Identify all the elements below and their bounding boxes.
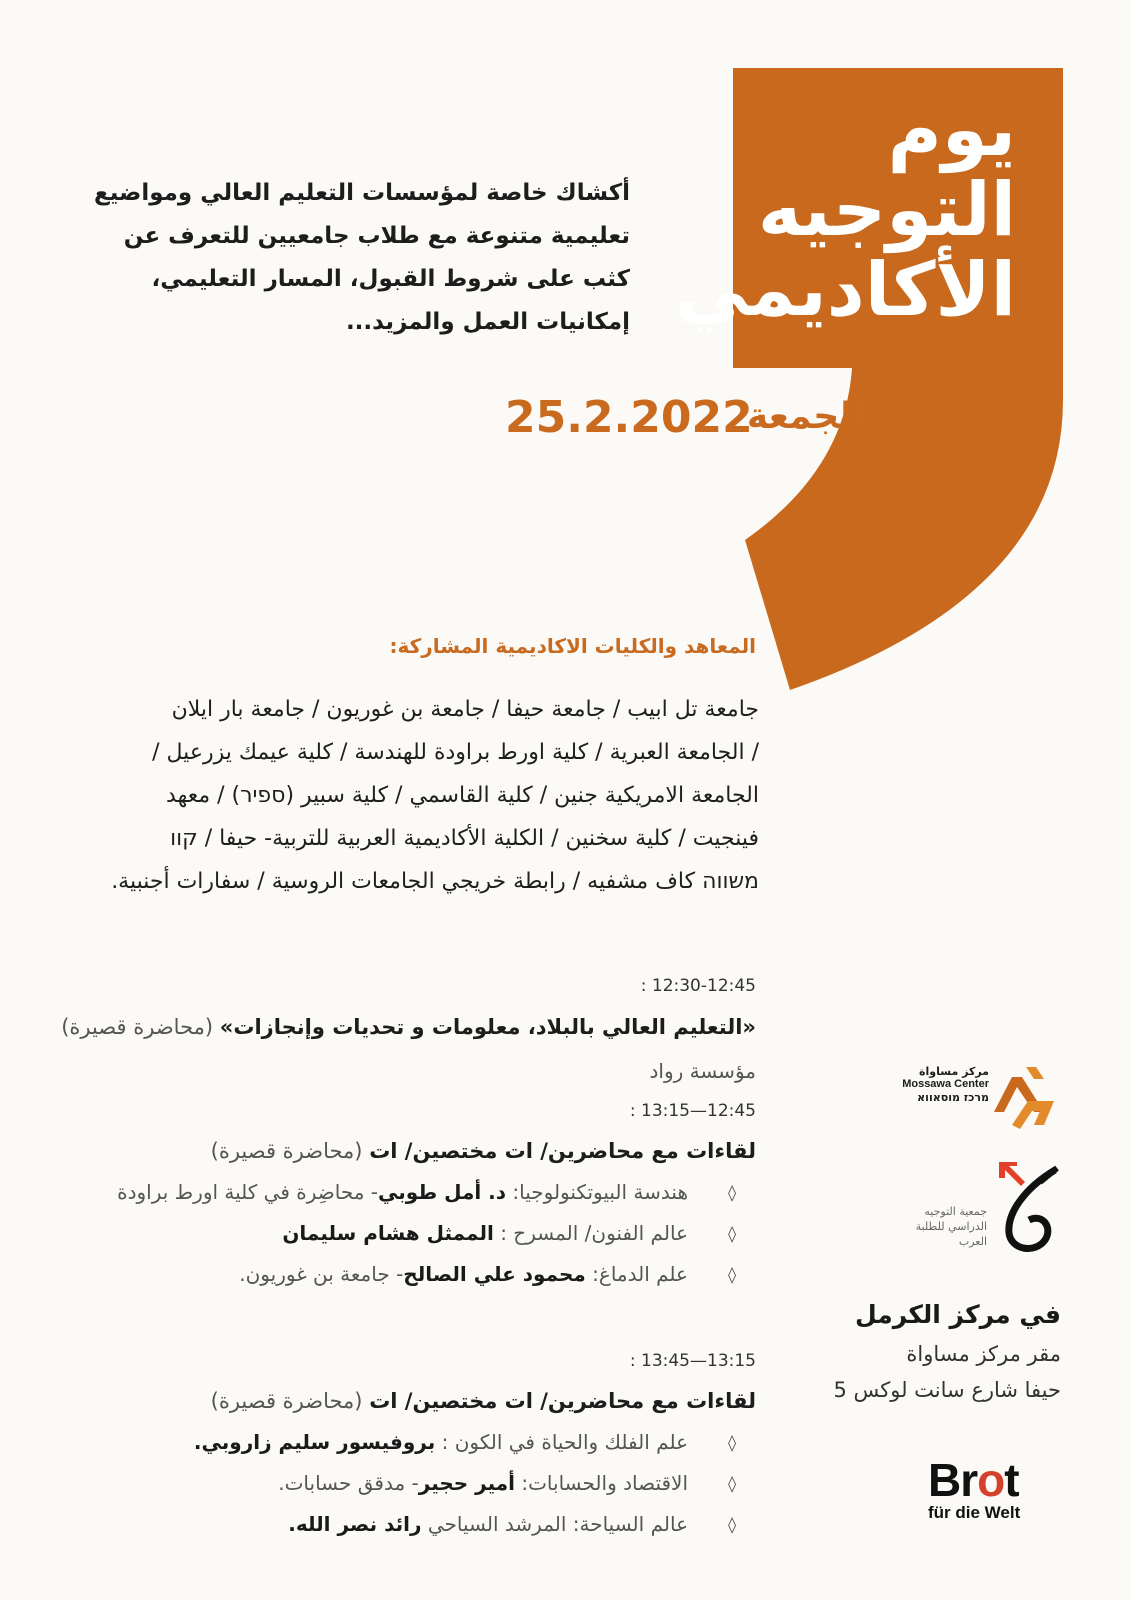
tawjih-line: الدراسي للطلبة [915,1220,987,1233]
brot-o: o [977,1454,1005,1506]
session-time: 12:45—13:15 : [629,1101,756,1121]
speaker-role: - مدقق حسابات. [278,1471,419,1495]
list-item [36,1463,756,1504]
event-day: الجمعة [746,396,865,437]
speaker-name: د. أمل طوبي [378,1180,507,1204]
session-title [36,1015,756,1039]
speaker-name: محمود علي الصالح [403,1262,586,1286]
location-title: في مركز الكرمل [854,1300,1061,1329]
speaker-name: بروفيسور سليم زاروبي. [193,1430,436,1454]
institutions-line: משווה كاف مشفيه / رابطة خريجي الجامعات الروسية / سفارات أجنبية. [111,869,759,894]
session-title-text: «التعليم العالي بالبلاد، معلومات و تحديات وإنجازات» [219,1015,756,1039]
speaker-field: عالم الفنون/ المسرح : [500,1221,688,1245]
mossawa-name-en: Mossawa Center [902,1078,989,1090]
brot-b: Br [928,1454,978,1506]
brot-wordmark [928,1454,1068,1506]
bullet-diamond-icon: ◊ [728,1433,736,1452]
speaker-name: أمير حجير [418,1471,515,1495]
brot-t: t [1004,1454,1019,1506]
brot-subtitle: für die Welt [928,1503,1021,1522]
event-title [674,87,1016,333]
speaker-field: الاقتصاد والحسابات: [521,1471,688,1495]
session-note: (محاضرة قصيرة) [210,1389,363,1413]
institutions-line: / الجامعة العبرية / كلية اورط براودة للهندسة / كلية عيمك يزرعيل / [152,740,759,765]
bullet-diamond-icon: ◊ [728,1515,736,1534]
location-line: مقر مركز مساواة [906,1342,1061,1366]
mossawa-name-he: מרכז מוסאווא [917,1091,989,1104]
institutions-list [59,688,759,903]
mossawa-name-ar: مركز مساواة [919,1065,989,1078]
speaker-name: الممثل هشام سليمان [282,1221,494,1245]
intro-text: أكشاك خاصة لمؤسسات التعليم العالي ومواضيع تعليمية متنوعة مع طلاب جامعيين للتعرف عن كثب على شروط القبول، المسار التعليمي، إمكانيات العمل والمزيد... [94,180,630,335]
list-item [36,1213,756,1254]
title-line-2: التوجيه [757,167,1016,253]
institutions-heading: المعاهد والكليات الاكاديمية المشاركة: [389,634,756,658]
session-time: 13:15—13:45 : [629,1351,756,1371]
list-item [36,1422,756,1463]
location-line: حيفا شارع سانت لوكس 5 [833,1378,1061,1402]
speaker-list [36,1172,756,1295]
list-item [36,1254,756,1295]
session-title [36,1139,756,1163]
bullet-diamond-icon: ◊ [728,1265,736,1284]
speaker-field: علم الفلك والحياة في الكون : [441,1430,688,1454]
institutions-line: فينجيت / كلية سخنين / الكلية الأكاديمية العربية للتربية- حيفا / קוו [170,826,759,851]
speaker-role: - جامعة بن غوريون. [239,1262,404,1286]
session-note: (محاضرة قصيرة) [61,1015,214,1039]
tawjih-logo [905,1158,1065,1258]
session-time: 12:30-12:45 : [640,976,756,996]
tawjih-line: العرب [958,1235,987,1248]
session-org: مؤسسة رواد [649,1059,756,1083]
institutions-line: جامعة تل ابيب / جامعة حيفا / جامعة بن غوريون / جامعة بار ايلان [171,697,759,722]
title-line-3: الأكاديمي [674,247,1016,333]
list-item [36,1172,756,1213]
session-note: (محاضرة قصيرة) [210,1139,363,1163]
title-line-1: يوم [887,87,1016,173]
bullet-diamond-icon: ◊ [728,1183,736,1202]
event-date-value: 25.2.2022 [505,392,753,443]
session-title-text: لقاءات مع محاضرين/ ات مختصين/ ات [369,1139,756,1163]
speaker-field: هندسة البيوتكنولوجيا: [512,1180,688,1204]
brot-fur-die-welt-logo [928,1454,1068,1523]
event-date [505,392,865,452]
tawjih-line: جمعية التوجيه [924,1205,987,1218]
speaker-name: رائد نصر الله. [288,1512,422,1536]
speaker-list [36,1422,756,1545]
speaker-field: عالم السياحة: المرشد السياحي [427,1512,688,1536]
institutions-line: الجامعة الامريكية جنين / كلية القاسمي / كلية سبير (ספיר) / معهد [166,783,759,808]
session-title [36,1389,756,1413]
session-title-text: لقاءات مع محاضرين/ ات مختصين/ ات [369,1389,756,1413]
speaker-role: - محاضِرة في كلية اورط براودة [117,1180,379,1204]
mossawa-logo [894,1057,1064,1137]
bullet-diamond-icon: ◊ [728,1224,736,1243]
list-item [36,1504,756,1545]
bullet-diamond-icon: ◊ [728,1474,736,1493]
speaker-field: علم الدماغ: [592,1262,688,1286]
tawjih-logo-icon [995,1158,1070,1258]
